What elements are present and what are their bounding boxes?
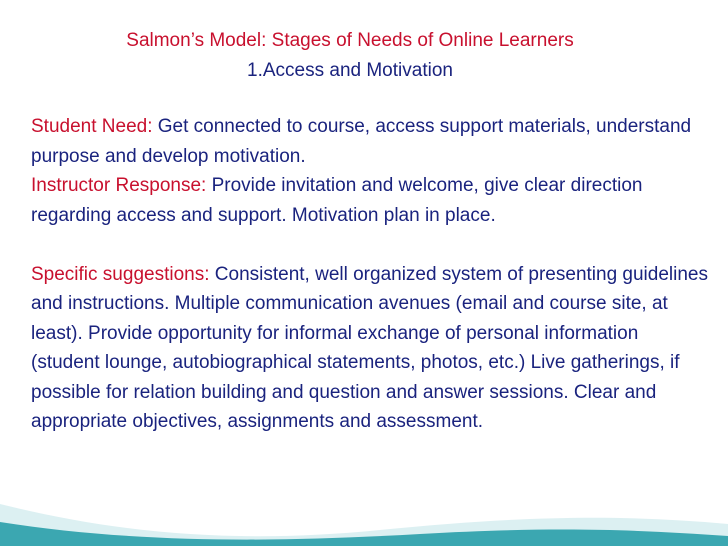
student-need-text: Get connected to course, access support materials, understand purpose and develop motivation.: [31, 116, 692, 167]
student-need-label: Student Need:: [31, 116, 153, 137]
decorative-wave: [0, 484, 728, 546]
instructor-response-label: Instructor Response:: [31, 175, 207, 196]
instructor-response-paragraph: [31, 171, 711, 230]
title-block: [0, 26, 700, 86]
slide-subtitle: 1.Access and Motivation: [247, 60, 453, 81]
slide-title: Salmon’s Model: Stages of Needs of Online Learners: [126, 30, 574, 51]
specific-suggestions-label: Specific suggestions:: [31, 263, 210, 285]
specific-suggestions-text: Consistent, well organized system of presenting guidelines and instructions. Multiple communication avenues (email and course site, at least). Provide opportunity for informal exchange of personal information (student lounge, autobiographical statements, photos, etc.) Live gatherings, if possible for relation building and question and answer sessions. Clear and appropriate objectives, assignments and assessment.: [31, 263, 708, 432]
student-need-paragraph: [31, 112, 711, 171]
paragraph-gap: [31, 230, 711, 260]
instructor-response-text: Provide invitation and welcome, give clear direction regarding access and support. Motivation plan in place.: [31, 175, 643, 226]
slide-body: [31, 112, 711, 437]
specific-suggestions-paragraph: [31, 260, 711, 437]
